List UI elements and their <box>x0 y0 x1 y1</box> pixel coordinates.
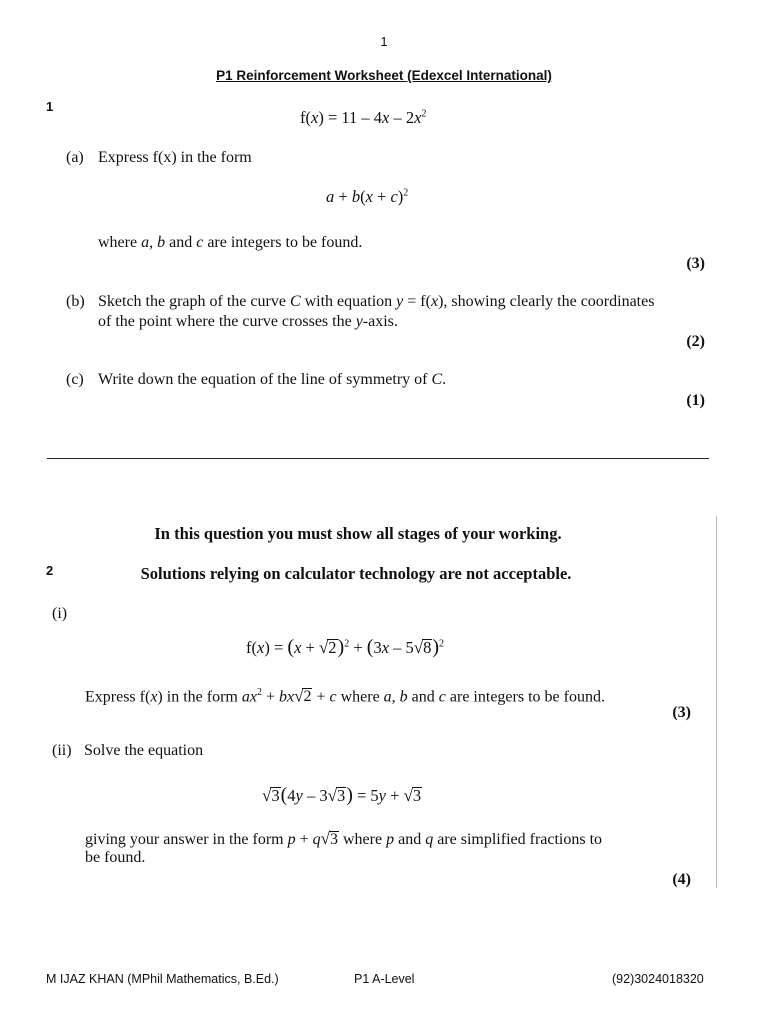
q1b-text-line1: Sketch the graph of the curve C with equation y = f(x), showing clearly the coordinates <box>98 293 655 310</box>
q1-function-definition: $f(x) = 11 - 4x - 2x^2$ <box>300 108 427 127</box>
q2ii-label: (ii) <box>52 742 72 759</box>
q2i-text: Express f(x) in the form $ax^2 + bx√2 + c$ where a, b and c are integers to be found. <box>85 686 605 706</box>
worksheet-title: P1 Reinforcement Worksheet (Edexcel International) <box>216 68 552 83</box>
q1c-marks: (1) <box>686 392 705 409</box>
section-divider <box>47 458 709 459</box>
q2i-label: (i) <box>52 605 68 622</box>
q2ii-text: Solve the equation <box>84 742 204 759</box>
q2i-marks: (3) <box>672 704 691 721</box>
footer-phone: (92)3024018320 <box>612 972 704 986</box>
q2ii-answer-line1: giving your answer in the form p + q√3 where p and q are simplified fractions to <box>85 829 603 848</box>
q1c-text: Write down the equation of the line of symmetry of C. <box>98 371 447 388</box>
q1a-label: (a) <box>66 149 84 166</box>
q2ii-equation: √3(4y – 3√3) = 5y + √3 <box>262 784 422 806</box>
q1c-label: (c) <box>66 371 84 388</box>
footer-level: P1 A-Level <box>354 972 415 986</box>
footer-author: M IJAZ KHAN (MPhil Mathematics, B.Ed.) <box>46 972 279 986</box>
q1b-marks: (2) <box>686 333 705 350</box>
q2-instruction-calculator: Solutions relying on calculator technology are not acceptable. <box>140 564 572 583</box>
page-number: 1 <box>380 34 388 49</box>
q2i-function-definition: $f(x) = (x + √2)^2 + (3x - 5√8)^2$ <box>246 636 445 658</box>
q1b-text-line2: of the point where the curve crosses the y-axis. <box>98 313 398 330</box>
q1a-marks: (3) <box>686 255 705 272</box>
q2ii-marks: (4) <box>672 871 691 888</box>
q1b-label: (b) <box>66 293 85 310</box>
question-2-number: 2 <box>46 563 54 578</box>
q2-instruction-working: In this question you must show all stages of your working. <box>154 524 562 543</box>
q1a-text: Express f(x) in the form <box>98 149 252 166</box>
question-1-number: 1 <box>46 99 54 114</box>
q1a-form: $a + b(x + c)^2$ <box>326 187 409 206</box>
margin-line <box>716 516 717 888</box>
q1a-where: where a, b and c are integers to be found. <box>98 234 363 251</box>
q2ii-answer-line2: be found. <box>85 849 146 866</box>
